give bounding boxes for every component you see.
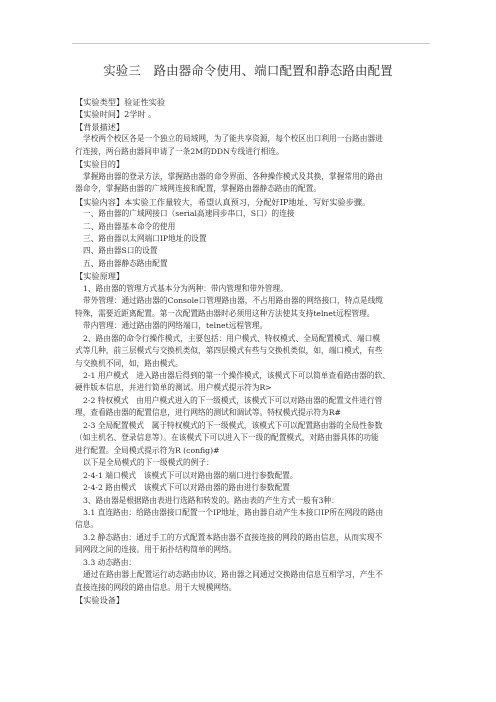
paragraph-line: 3.3 动态路由：	[83, 557, 137, 567]
section-heading: 【实验原理】	[75, 271, 125, 282]
paragraph-line: 2、路由器的命令行操作模式，主要包括：用户模式、特权模式、全局配置模式、端口模	[83, 333, 381, 343]
paragraph-line: 四、路由器S口的设置	[83, 246, 158, 256]
paragraph-line: 五、路由器静态路由配置	[83, 258, 168, 268]
section-heading: 【实验时间】2学时 。	[75, 109, 157, 120]
header-rule	[72, 43, 430, 44]
paragraph-line: 2-2 特权模式 由用户模式进入的下一级模式，该模式下可以对路由器的配置文件进行管	[83, 395, 383, 405]
paragraph-line: （如主机名、登录信息等）。在该模式下可以进入下一级的配置模式，对路由器具体的功能	[75, 433, 379, 443]
paragraph-line: 直接连接的网段的路由信息。用于大规模网络。	[75, 582, 237, 592]
paragraph-line: 与交换机不同，如，路由模式。	[75, 358, 183, 368]
paragraph-line: 行连接，两台路由器间申请了一条2M的DDN专线进行相连。	[75, 146, 284, 156]
paragraph-line: 二、路由器基本命令的使用	[83, 221, 176, 231]
paragraph-line: 带内管理：通过路由器的网络端口，telnet远程管理。	[83, 321, 268, 331]
section-heading: 【实验目的】	[75, 159, 125, 170]
section-heading: 【实验内容】本实验工作量较大，希望认真预习，分配好IP地址、写好实验步骤。	[75, 196, 371, 207]
section-heading: 【实验类型】验证性实验	[75, 97, 166, 107]
paragraph-line: 带外管理：通过路由器的Console口管理路由器，不占用路由器的网络接口，特点是线缆	[83, 296, 384, 306]
paragraph-line: 2-3 全局配置模式 属于特权模式的下一级模式，该模式下可以配置路由器的全局性参数	[83, 420, 383, 430]
paragraph-line: 三、路由器以太网端口IP地址的设置	[83, 233, 207, 243]
paragraph-line: 通过在路由器上配置运行动态路由协议，路由器之间通过交换路由信息互相学习，产生不	[83, 570, 383, 580]
paragraph-line: 理，查看路由器的配置信息，进行网络的测试和调试等。特权模式提示符为R#	[75, 408, 341, 418]
paragraph-line: 2-4-1 端口模式 该模式下可以对路由器的端口进行参数配置。	[83, 470, 298, 480]
paragraph-line: 同网段之间的连接。用于拓扑结构简单的网络。	[75, 545, 237, 555]
paragraph-line: 3.2 静态路由：通过手工的方式配置本路由器不直接连接的网段的路由信息，从而实现不	[83, 532, 383, 542]
document-body	[75, 96, 428, 607]
section-heading: 【背景描述】	[75, 121, 125, 132]
paragraph-line: 3、路由器是根据路由表进行选路和转发的。路由表的产生方式一般有3种：	[83, 495, 339, 505]
page-title: 实验三 路由器命令使用、端口配置和静态路由配置	[103, 63, 393, 78]
section-heading: 【实验设备】	[75, 595, 125, 606]
paragraph-line: 掌握路由器的登录方法，掌握路由器的命令界面、各种操作模式及其换，掌握常用的路由	[83, 171, 383, 181]
paragraph-line: 式等几种，前三层模式与交换机类似，第四层模式有些与交换机类似，如，端口模式，有些	[75, 346, 383, 356]
paragraph-line: 1、路由器的管理方式基本分为两种：带内管理和带外管理。	[83, 283, 288, 293]
paragraph-line: 器命令，掌握路由器的广域网连接和配置，掌握路由器静态路由的配置。	[75, 184, 322, 194]
paragraph-line: 一、路由器的广域网接口（serial高速同步串口，S口）的连接	[83, 209, 295, 219]
paragraph-line: 进行配置。全局模式提示符为R (config)#	[75, 445, 220, 455]
paragraph-line: 学校两个校区各是一个独立的局域网，为了能共享资源，每个校区出口利用一台路由器进	[83, 134, 383, 144]
paragraph-line: 信息。	[75, 520, 99, 530]
paragraph-line: 特殊，需要近距离配置。第一次配置路由器时必须用这种方法使其支持telnet远程管理。	[75, 308, 375, 318]
paragraph-line: 硬件版本信息，并进行简单的测试。用户模式提示符为R>	[75, 383, 272, 393]
paragraph-line: 2-1 用户模式 进入路由器后得到的第一个操作模式，该模式下可以简单查看路由器的软、	[83, 370, 390, 380]
paragraph-line: 3.1 直连路由：给路由器接口配置一个IP地址，路由器自动产生本接口IP所在网段的路由	[83, 507, 384, 517]
paragraph-line: 以下是全局模式的下一级模式的例子：	[83, 458, 214, 468]
paragraph-line: 2-4-2 路由模式 该模式下可以对路由器的路由进行参数配置	[83, 483, 290, 493]
